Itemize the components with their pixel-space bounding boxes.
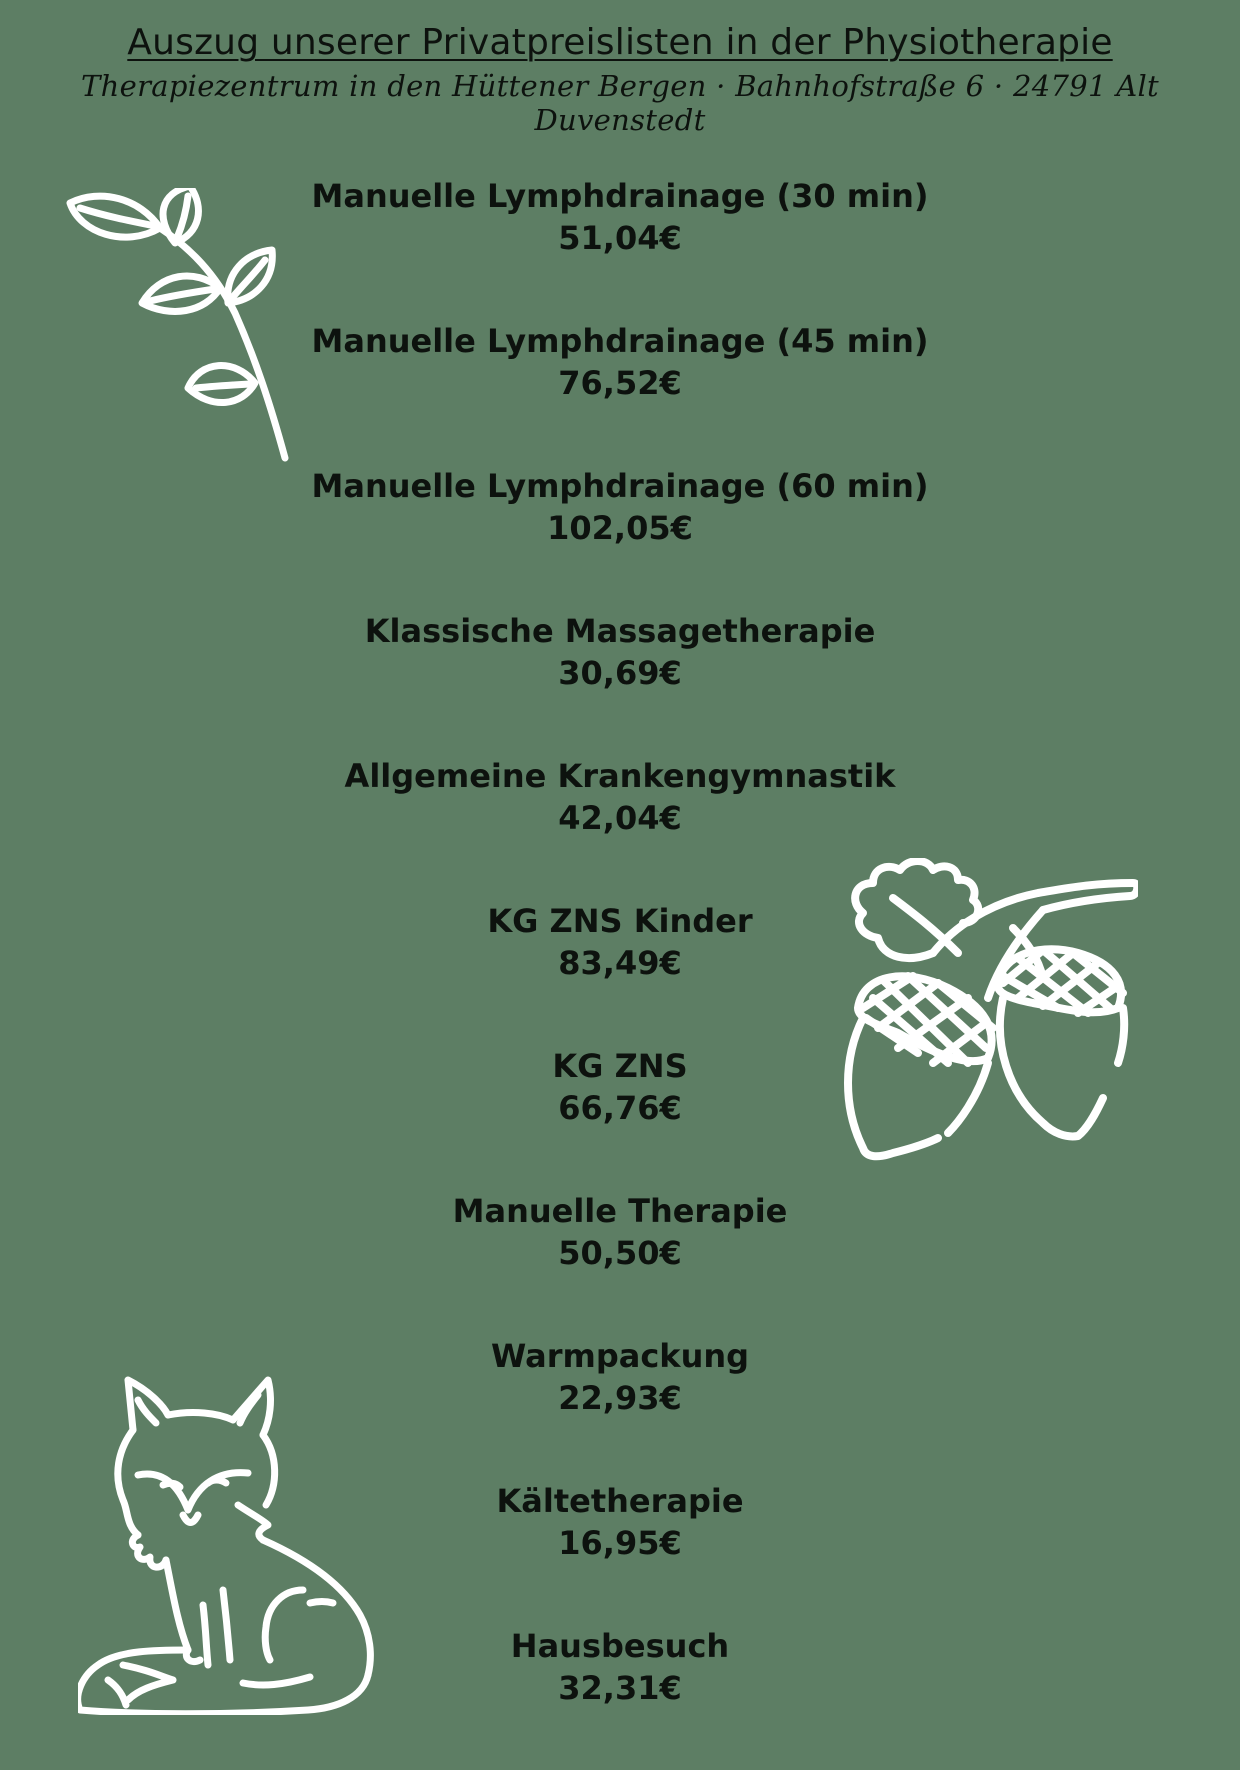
price-item bbox=[250, 610, 990, 755]
service-price: 83,49€ bbox=[558, 944, 682, 982]
service-name: Manuelle Lymphdrainage (45 min) bbox=[311, 322, 929, 360]
service-name: Hausbesuch bbox=[510, 1627, 730, 1665]
service-name: Manuelle Lymphdrainage (60 min) bbox=[311, 467, 929, 505]
service-name: Manuelle Lymphdrainage (30 min) bbox=[311, 177, 929, 215]
page-subtitle: Therapiezentrum in den Hüttener Bergen · Bahnhofstraße 6 · 24791 Alt Duvenstedt bbox=[80, 69, 1160, 137]
service-price: 32,31€ bbox=[558, 1669, 682, 1707]
price-item bbox=[250, 175, 990, 320]
service-name: KG ZNS Kinder bbox=[487, 902, 753, 940]
page-title: Auszug unserer Privatpreislisten in der Physiotherapie bbox=[127, 22, 1113, 63]
service-price: 42,04€ bbox=[558, 799, 682, 837]
service-name: Warmpackung bbox=[490, 1337, 750, 1375]
service-price: 22,93€ bbox=[558, 1379, 682, 1417]
service-name: Kältetherapie bbox=[496, 1482, 744, 1520]
page-header bbox=[0, 22, 1240, 137]
service-price: 102,05€ bbox=[547, 509, 693, 547]
service-name: KG ZNS bbox=[552, 1047, 688, 1085]
service-price: 76,52€ bbox=[558, 364, 682, 402]
price-item bbox=[250, 1190, 990, 1335]
service-price: 30,69€ bbox=[558, 654, 682, 692]
price-item bbox=[250, 465, 990, 610]
fox-icon bbox=[78, 1375, 418, 1715]
leaf-branch-icon bbox=[60, 188, 300, 468]
service-name: Klassische Massagetherapie bbox=[364, 612, 876, 650]
acorns-icon bbox=[838, 858, 1138, 1168]
service-name: Allgemeine Krankengymnastik bbox=[344, 757, 896, 795]
service-price: 66,76€ bbox=[558, 1089, 682, 1127]
service-price: 16,95€ bbox=[558, 1524, 682, 1562]
service-name: Manuelle Therapie bbox=[452, 1192, 788, 1230]
service-price: 51,04€ bbox=[558, 219, 682, 257]
price-item bbox=[250, 320, 990, 465]
service-price: 50,50€ bbox=[558, 1234, 682, 1272]
